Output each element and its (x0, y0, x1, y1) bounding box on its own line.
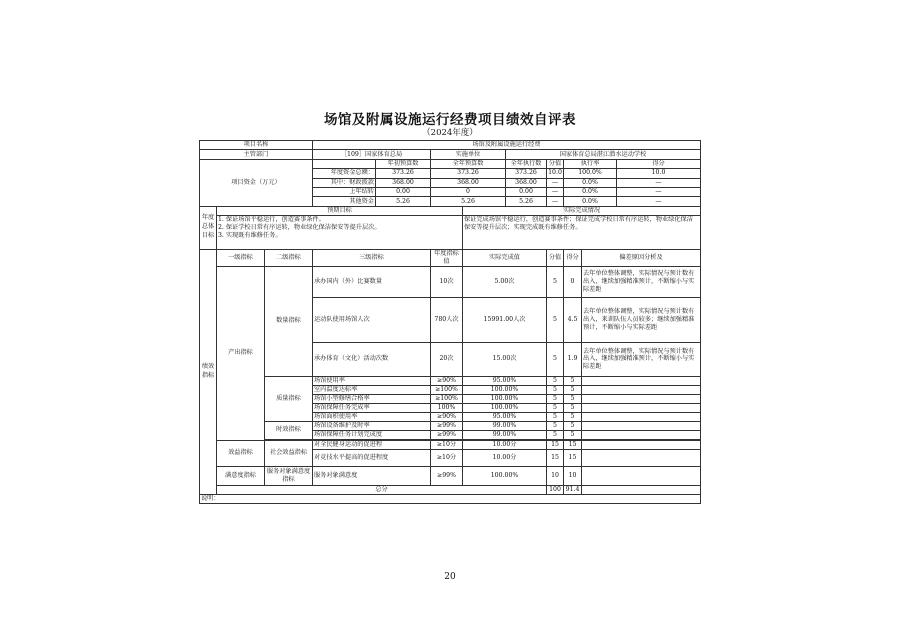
perf-header: 得分 (564, 250, 582, 267)
funds-cell: 373.26 (506, 169, 547, 178)
funds-cell: 0.0% (564, 197, 617, 206)
funds-cell: — (617, 187, 701, 196)
actual: 99.00% (463, 430, 547, 439)
expected-label: 预期目标 (217, 206, 463, 215)
reason: 去年单位整体调整，实际情况与预计数有出入，继续加强精准预计，不断缩小与实际差距 (582, 266, 701, 297)
score: 5 (547, 266, 564, 297)
got: 15 (564, 449, 582, 466)
table-row (200, 421, 701, 430)
funds-cell: — (547, 178, 564, 187)
funds-row-name: 其中：财政拨款 (313, 178, 376, 187)
indicator: 服务对象满意度 (313, 466, 431, 485)
level1-effect: 效益指标 (217, 440, 265, 466)
reason (582, 403, 701, 412)
actual: 15991.00人次 (463, 297, 547, 342)
actual: 100.00% (463, 403, 547, 412)
got: 10 (564, 466, 582, 485)
reason (582, 376, 701, 385)
indicator: 场馆设备维护及时率 (313, 421, 431, 430)
funds-row-name: 上年结转 (313, 187, 376, 196)
funds-cell: 0.00 (376, 187, 431, 196)
goals-label: 年度总体目标 (200, 206, 217, 249)
score: 5 (547, 342, 564, 376)
level2-social: 社会效益指标 (265, 440, 313, 466)
actual: 10.00分 (463, 440, 547, 449)
perf-header: 一级指标 (217, 250, 265, 267)
perf-header: 偏差原因分析及 (582, 250, 701, 267)
reason (582, 412, 701, 421)
actual: 100.00% (463, 466, 547, 485)
actual-label: 实际完成情况 (463, 206, 701, 215)
total-label: 总分 (217, 485, 547, 494)
level2-service: 服务对象满意度指标 (265, 466, 313, 485)
indicator: 室内温度达标率 (313, 385, 431, 394)
target: ≥90% (431, 376, 463, 385)
score: 15 (547, 449, 564, 466)
funds-cell: 368.00 (376, 178, 431, 187)
perf-header: 实际完成值 (463, 250, 547, 267)
got: 5 (564, 403, 582, 412)
impl-value: 国家体育总局湛江潜水运动学校 (506, 150, 701, 159)
funds-cell: — (617, 197, 701, 206)
indicator: 场馆保障任务完成率 (313, 403, 431, 412)
reason (582, 385, 701, 394)
target: 20次 (431, 342, 463, 376)
target: ≥100% (431, 385, 463, 394)
table-row (200, 376, 701, 385)
got: 5 (564, 394, 582, 403)
level2-quality: 质量指标 (265, 376, 313, 421)
got: 4.5 (564, 297, 582, 342)
target: 780人次 (431, 297, 463, 342)
reason: 去年单位整体调整，实际情况与预计数有出入，来训队伍人员较多；继续加强精准预计，不断缩小与实际差距 (582, 297, 701, 342)
reason (582, 430, 701, 439)
score: 5 (547, 412, 564, 421)
funds-cell: 0.0% (564, 187, 617, 196)
indicator: 运动队使用场馆人次 (313, 297, 431, 342)
indicator: 场馆小型修缮合格率 (313, 394, 431, 403)
reason (582, 449, 701, 466)
target: ≥99% (431, 466, 463, 485)
page-number: 20 (444, 572, 456, 582)
score: 5 (547, 376, 564, 385)
indicator: 承办体育（文化）活动次数 (313, 342, 431, 376)
page-subtitle: （2024年度） (422, 128, 478, 138)
funds-col: 执行率 (564, 159, 617, 168)
score: 5 (547, 421, 564, 430)
reason: 去年单位整体调整，实际情况与预计数有出入，继续加强精准预计，不断缩小与实际差距 (582, 342, 701, 376)
score: 10 (547, 466, 564, 485)
funds-cell: 10.0 (548, 169, 562, 177)
actual: 15.00次 (463, 342, 547, 376)
actual: 95.00% (463, 412, 547, 421)
project-name-label: 项目名称 (200, 141, 313, 150)
score: 5 (547, 403, 564, 412)
funds-corner (313, 159, 376, 168)
target: ≥90% (431, 412, 463, 421)
got: 15 (564, 440, 582, 449)
score: 15 (547, 440, 564, 449)
got: 5 (564, 421, 582, 430)
funds-col: 得分 (617, 159, 701, 168)
score: 5 (547, 394, 564, 403)
score: 5 (547, 385, 564, 394)
level1-satisfaction: 满意度指标 (217, 466, 265, 485)
total-got: 91.4 (564, 485, 582, 494)
funds-cell: 5.26 (506, 197, 547, 206)
funds-cell: 0 (431, 187, 506, 196)
actual: 10.00分 (463, 449, 547, 466)
table-row (200, 466, 701, 485)
got: 1.9 (564, 342, 582, 376)
got: 5 (564, 430, 582, 439)
score: 5 (547, 297, 564, 342)
funds-cell: 5.26 (376, 197, 431, 206)
perf-header: 二级指标 (265, 250, 313, 267)
level2-quantity: 数量指标 (265, 266, 313, 376)
funds-cell: 0.00 (506, 187, 547, 196)
actual: 99.00% (463, 421, 547, 430)
got: 0 (564, 266, 582, 297)
note: 说明： (200, 495, 701, 504)
funds-col: 年初预算数 (376, 159, 431, 168)
funds-cell: 368.00 (506, 178, 547, 187)
actual: 100.00% (463, 385, 547, 394)
indicator: 场馆面积使用率 (313, 412, 431, 421)
indicator: 对全民健身运动的促进程 (313, 440, 431, 449)
funds-cell: — (547, 187, 564, 196)
evaluation-table (199, 140, 701, 504)
expected-goals: 1. 保证场馆平稳运行，创造赛事条件。 2. 保证学校日常有序运转，物业绿化保洁保安等提升层次。 3. 实现既有维修任务。 (217, 216, 463, 250)
total-score: 100 (547, 485, 564, 494)
target: ≥99% (431, 430, 463, 439)
table-row (200, 266, 701, 297)
funds-cell: — (617, 178, 701, 187)
impl-label: 实施单位 (431, 150, 506, 159)
target: ≥10分 (431, 440, 463, 449)
actual: 5.00次 (463, 266, 547, 297)
table-row (200, 440, 701, 449)
target: 100% (431, 403, 463, 412)
funds-cell: 5.26 (431, 197, 506, 206)
got: 5 (564, 376, 582, 385)
target: ≥10分 (431, 449, 463, 466)
indicator: 场馆保障任务计划完成度 (313, 430, 431, 439)
funds-cell: 373.26 (431, 169, 506, 178)
actual-goals: 保证完成场馆平稳运行，创造赛事条件；保证完成学校日常有序运转，物业绿化保洁保安等提升层次；实现完成既有维修任务。 (463, 216, 701, 250)
reason (582, 421, 701, 430)
got: 5 (564, 412, 582, 421)
funds-cell: 0.0% (564, 178, 617, 187)
funds-cell: 373.26 (376, 169, 431, 178)
perf-header: 分值 (547, 250, 564, 267)
total-reason (582, 485, 701, 494)
funds-col: 分值 (547, 159, 564, 168)
actual: 95.00% (463, 376, 547, 385)
funds-col: 全年预算数 (431, 159, 506, 168)
funds-label: 项目资金（万元） (200, 159, 313, 206)
perf-header: 年度指标值 (431, 250, 463, 267)
funds-row-name: 年度资金总额： (313, 169, 376, 178)
dept-value: ［109］国家体育总局 (313, 150, 431, 159)
page-title: 场馆及附属设施运行经费项目绩效自评表 (324, 112, 576, 128)
target: ≥100% (431, 394, 463, 403)
target: 10次 (431, 266, 463, 297)
indicator: 对竞技水平提高的促进程度 (313, 449, 431, 466)
target: ≥99% (431, 421, 463, 430)
got: 5 (564, 385, 582, 394)
reason (582, 466, 701, 485)
indicator: 承办国内（外）比赛数量 (313, 266, 431, 297)
project-name: 场馆及附属设施运行经费 (313, 141, 701, 150)
level1-output: 产出指标 (217, 266, 265, 440)
funds-cell: — (547, 197, 564, 206)
dept-label: 主管部门 (200, 150, 313, 159)
funds-cell: 10.0 (617, 169, 701, 178)
score: 5 (547, 430, 564, 439)
indicator: 场馆使用率 (313, 376, 431, 385)
actual: 100.00% (463, 394, 547, 403)
perf-label: 绩效指标 (200, 250, 217, 495)
reason (582, 440, 701, 449)
funds-cell: 368.00 (431, 178, 506, 187)
perf-header: 三级指标 (313, 250, 431, 267)
reason (582, 394, 701, 403)
funds-col: 全年执行数 (506, 159, 547, 168)
funds-row-name: 其他资金 (313, 197, 376, 206)
level2-time: 时效指标 (265, 421, 313, 439)
funds-cell: 100.0% (564, 169, 617, 178)
